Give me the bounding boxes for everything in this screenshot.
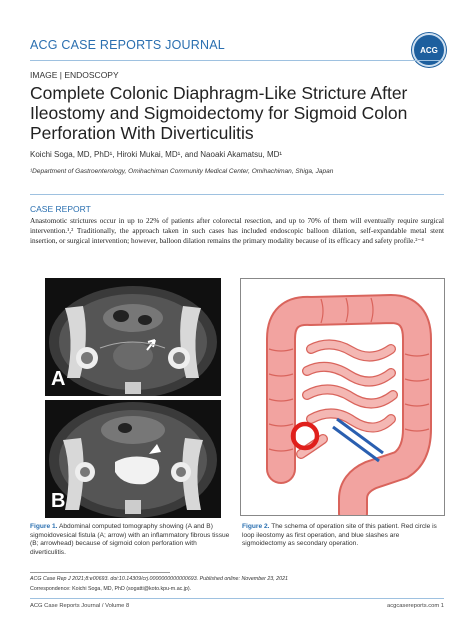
figure1-caption-label: Figure 1. [30, 523, 58, 530]
footer-website-page: acgcasereports.com 1 [386, 603, 444, 609]
section-label: IMAGE | ENDOSCOPY [30, 70, 119, 80]
divider [30, 194, 444, 195]
citation: ACG Case Rep J 2021;8:e00693. doi:10.14309/crj.0000000000000693. Published online: November 23, 2021 [30, 576, 288, 582]
footnote-rule [30, 572, 170, 573]
panel-label-b: B [51, 490, 66, 512]
ct-image-a [45, 278, 221, 396]
ct-image-b [45, 400, 221, 518]
figure1-caption [30, 523, 230, 557]
colon-schema-drawing [241, 279, 444, 515]
correspondence: Correspondence: Koichi Soga, MD, PhD (sogatti@koto.kpu-m.ac.jp). [30, 586, 192, 592]
footer-journal-volume: ACG Case Reports Journal / Volume 8 [30, 603, 130, 609]
case-report-text: Anastomotic strictures occur in up to 22% of patients after colorectal resection, and up to 70% of them will eventually require surgical intervention.¹,² Traditionally, the approach taken in such cases has included endoscopic balloon dilation, self-expandable metal stent insertion, or surgical intervention; however, balloon dilation remains the primary modality because of its efficacy and safety profile.²⁻⁴ [30, 216, 444, 245]
header-rule [30, 60, 444, 61]
acg-logo: ACG [412, 33, 446, 67]
ct-scan-b-drawing [45, 400, 221, 518]
article-title: Complete Colonic Diaphragm-Like Stricture After Ileostomy and Sigmoidectomy for Sigmoid Colon Perforation With Diverticulitis [30, 83, 408, 143]
ct-scan-a-drawing [45, 278, 221, 396]
figure2-caption-text: The schema of operation site of this patient. Red circle is loop ileostomy as first operation, and blue slashes are sigmoidectomy as secondary operation. [242, 523, 437, 548]
footer-rule [30, 598, 444, 599]
author-list: Koichi Soga, MD, PhD¹, Hiroki Mukai, MD¹, and Naoaki Akamatsu, MD¹ [30, 150, 283, 159]
panel-label-a: A [51, 368, 66, 390]
colon-schema-figure [240, 278, 445, 516]
figure2-caption-label: Figure 2. [242, 523, 270, 530]
figure1-caption-text: Abdominal computed tomography showing (A and B) sigmoidovesical fistula (A; arrow) with an inflammatory fibrous tissue (B; arrowhead) because of sigmoid colon perforation with diverticulitis. [30, 523, 230, 556]
case-report-heading: CASE REPORT [30, 204, 91, 214]
journal-name: ACG CASE REPORTS JOURNAL [30, 38, 225, 52]
figure2-caption [242, 523, 442, 549]
affiliation: ¹Department of Gastroenterology, Omihachiman Community Medical Center, Omihachiman, Shiga, Japan [30, 168, 334, 175]
